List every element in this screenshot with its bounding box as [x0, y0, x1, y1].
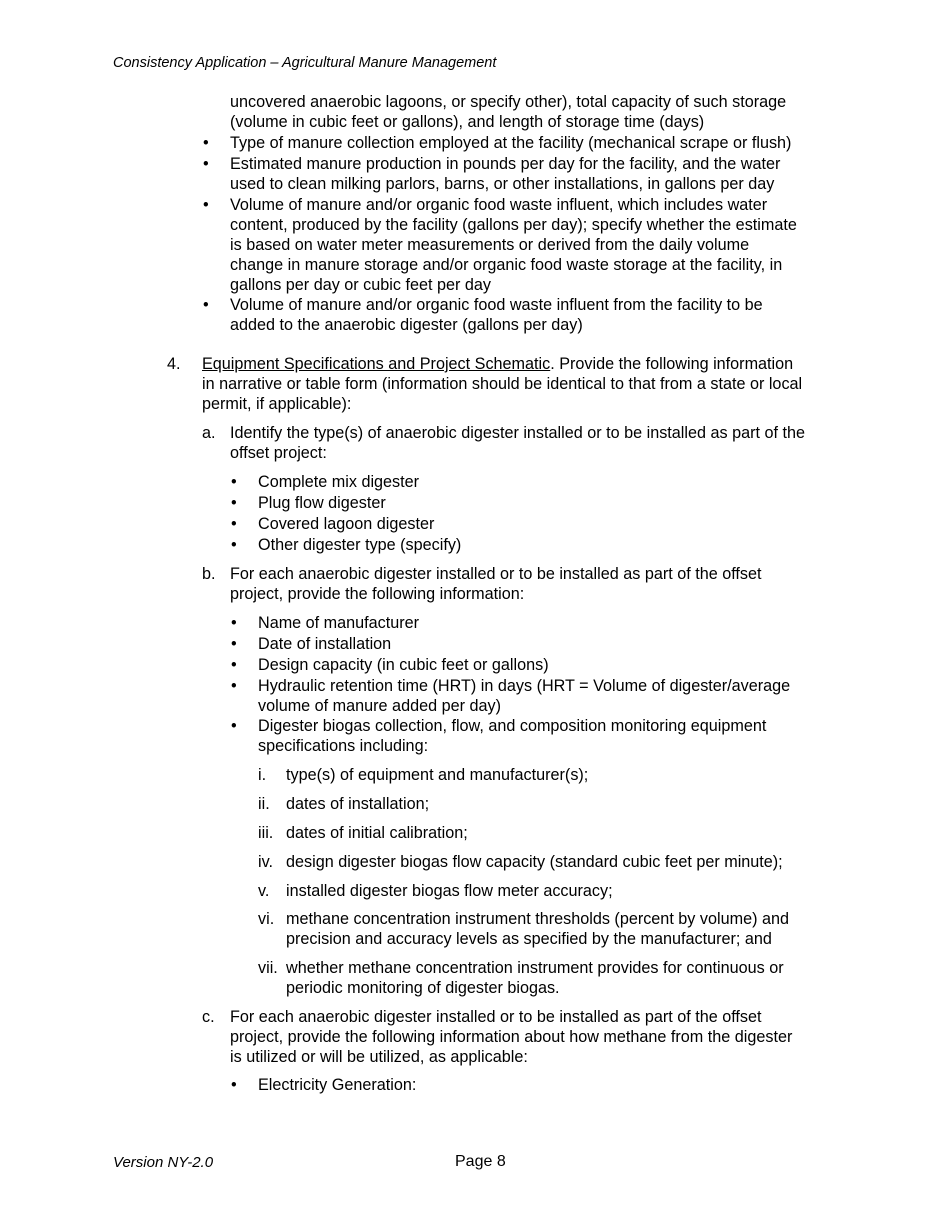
- roman-label: ii.: [258, 795, 270, 813]
- continuation-line: (volume in cubic feet or gallons), and length of storage time (days): [230, 113, 705, 131]
- digester-type: Other digester type (specify): [258, 536, 462, 554]
- bullet-text: added to the anaerobic digester (gallons per day): [230, 316, 583, 334]
- roman-item: precision and accuracy levels as specified by the manufacturer; and: [286, 930, 772, 948]
- digester-type: Covered lagoon digester: [258, 515, 435, 533]
- item-label: a.: [202, 424, 216, 442]
- running-header: Consistency Application – Agricultural Manure Management: [113, 55, 497, 71]
- bullet-marker: •: [231, 515, 237, 533]
- item-text: Identify the type(s) of anaerobic digester installed or to be installed as part of the: [230, 424, 805, 442]
- bullet-marker: •: [231, 494, 237, 512]
- utilization-bullet: Electricity Generation:: [258, 1076, 417, 1094]
- footer-page-number: Page 8: [455, 1153, 506, 1170]
- roman-item: dates of installation;: [286, 795, 430, 813]
- footer-version: Version NY-2.0: [113, 1154, 214, 1171]
- bullet-marker: •: [203, 155, 209, 173]
- info-bullet: Digester biogas collection, flow, and composition monitoring equipment: [258, 717, 767, 735]
- roman-item: dates of initial calibration;: [286, 824, 468, 842]
- item-text: For each anaerobic digester installed or to be installed as part of the offset: [230, 565, 762, 583]
- bullet-marker: •: [231, 1076, 237, 1094]
- section-heading-tail: . Provide the following information: [550, 355, 794, 373]
- roman-item: type(s) of equipment and manufacturer(s);: [286, 766, 589, 784]
- bullet-text: Estimated manure production in pounds per day for the facility, and the water: [230, 155, 781, 173]
- bullet-marker: •: [231, 536, 237, 554]
- bullet-marker: •: [203, 134, 209, 152]
- roman-item: periodic monitoring of digester biogas.: [286, 979, 560, 997]
- info-bullet: Design capacity (in cubic feet or gallons): [258, 656, 549, 674]
- roman-label: iv.: [258, 853, 273, 871]
- roman-item: design digester biogas flow capacity (standard cubic feet per minute);: [286, 853, 783, 871]
- digester-type: Complete mix digester: [258, 473, 420, 491]
- bullet-text: content, produced by the facility (gallons per day); specify whether the estimate: [230, 216, 797, 234]
- section-number: 4.: [167, 355, 181, 373]
- bullet-marker: •: [231, 635, 237, 653]
- bullet-marker: •: [203, 296, 209, 314]
- bullet-text: gallons per day or cubic feet per day: [230, 276, 491, 294]
- bullet-marker: •: [231, 614, 237, 632]
- continuation-line: uncovered anaerobic lagoons, or specify other), total capacity of such storage: [230, 93, 787, 111]
- item-label: c.: [202, 1008, 215, 1026]
- item-text: offset project:: [230, 444, 327, 462]
- bullet-marker: •: [231, 717, 237, 735]
- item-label: b.: [202, 565, 216, 583]
- roman-item: whether methane concentration instrument provides for continuous or: [286, 959, 784, 977]
- item-text: is utilized or will be utilized, as applicable:: [230, 1048, 528, 1066]
- roman-label: v.: [258, 882, 270, 900]
- roman-label: i.: [258, 766, 267, 784]
- item-text: project, provide the following information about how methane from the digester: [230, 1028, 793, 1046]
- info-bullet: volume of manure added per day): [258, 697, 501, 715]
- item-text: For each anaerobic digester installed or to be installed as part of the offset: [230, 1008, 762, 1026]
- section-heading: Equipment Specifications and Project Schematic: [202, 355, 551, 373]
- item-text: project, provide the following information:: [230, 585, 525, 603]
- digester-type: Plug flow digester: [258, 494, 386, 512]
- info-bullet: Name of manufacturer: [258, 614, 420, 632]
- bullet-text: is based on water meter measurements or derived from the daily volume: [230, 236, 750, 254]
- section-heading-line: [202, 354, 793, 374]
- roman-label: vi.: [258, 910, 275, 928]
- bullet-text: Type of manure collection employed at the facility (mechanical scrape or flush): [230, 134, 792, 152]
- info-bullet: specifications including:: [258, 737, 429, 755]
- roman-label: iii.: [258, 824, 274, 842]
- bullet-marker: •: [231, 677, 237, 695]
- roman-label: vii.: [258, 959, 278, 977]
- bullet-marker: •: [231, 473, 237, 491]
- bullet-text: used to clean milking parlors, barns, or other installations, in gallons per day: [230, 175, 775, 193]
- section-text: in narrative or table form (information should be identical to that from a state or local: [202, 375, 803, 393]
- bullet-text: change in manure storage and/or organic food waste storage at the facility, in: [230, 256, 783, 274]
- bullet-marker: •: [203, 196, 209, 214]
- section-text: permit, if applicable):: [202, 395, 352, 413]
- roman-item: methane concentration instrument thresholds (percent by volume) and: [286, 910, 789, 928]
- roman-item: installed digester biogas flow meter accuracy;: [286, 882, 613, 900]
- bullet-marker: •: [231, 656, 237, 674]
- bullet-text: Volume of manure and/or organic food waste influent, which includes water: [230, 196, 768, 214]
- info-bullet: Hydraulic retention time (HRT) in days (HRT = Volume of digester/average: [258, 677, 791, 695]
- info-bullet: Date of installation: [258, 635, 392, 653]
- bullet-text: Volume of manure and/or organic food waste influent from the facility to be: [230, 296, 763, 314]
